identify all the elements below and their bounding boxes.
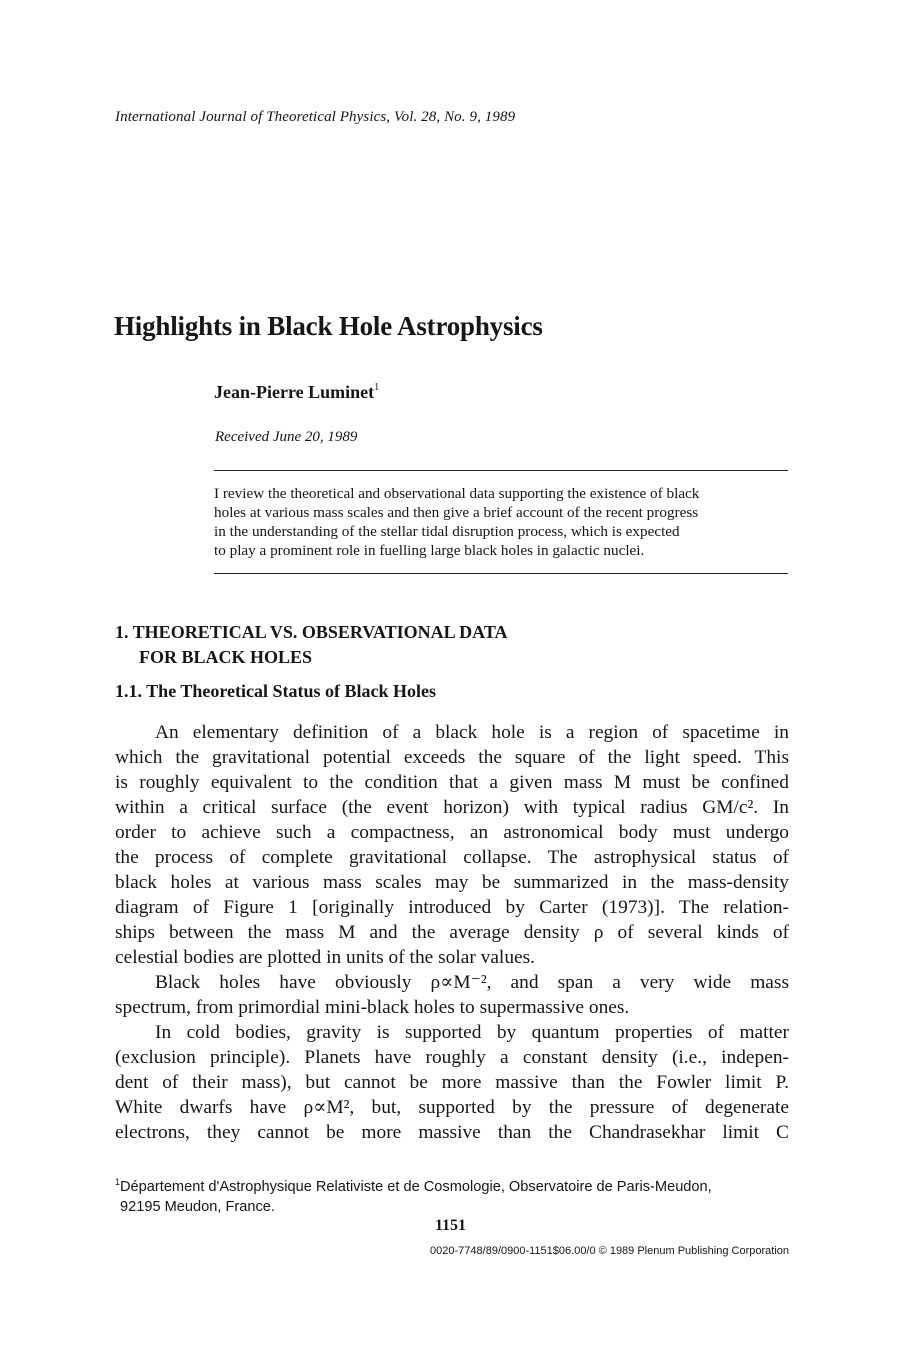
body-line: electrons, they cannot be more massive than the Chandrasekhar limit C xyxy=(115,1122,789,1143)
author-name-text: Jean-Pierre Luminet xyxy=(214,382,375,402)
section-heading xyxy=(115,620,507,670)
body-line: celestial bodies are plotted in units of the solar values. xyxy=(115,947,536,968)
body-line: is roughly equivalent to the condition that a given mass M must be confined xyxy=(115,772,789,793)
body-line: diagram of Figure 1 [originally introduced by Carter (1973)]. The relation- xyxy=(115,897,789,918)
abstract-top-rule xyxy=(214,470,788,471)
paper-title: Highlights in Black Hole Astrophysics xyxy=(114,311,543,341)
abstract-line: holes at various mass scales and then give a brief account of the recent progress xyxy=(214,504,699,521)
body-line: White dwarfs have ρ∝M², but, supported by the pressure of degenerate xyxy=(115,1097,789,1118)
subsection-heading: 1.1. The Theoretical Status of Black Holes xyxy=(115,681,437,701)
body-line: order to achieve such a compactness, an astronomical body must undergo xyxy=(115,822,789,843)
footnote xyxy=(115,1172,791,1217)
body-line: ships between the mass M and the average density ρ of several kinds of xyxy=(115,922,789,943)
body-line: the process of complete gravitational collapse. The astrophysical status of xyxy=(115,847,789,868)
received-date: Received June 20, 1989 xyxy=(215,429,358,445)
body-line: (exclusion principle). Planets have roughly a constant density (i.e., indepen- xyxy=(115,1047,789,1068)
footnote-line2: 92195 Meudon, France. xyxy=(120,1199,275,1215)
footnote-affiliation: Département d'Astrophysique Relativiste et de Cosmologie, Observatoire de Paris-Meudon, xyxy=(120,1179,712,1195)
author-footnote-mark: 1 xyxy=(374,382,380,393)
body-line: In cold bodies, gravity is supported by quantum properties of matter xyxy=(155,1022,789,1043)
body-line: black holes at various mass scales may be summarized in the mass-density xyxy=(115,872,789,893)
section-heading-line2: FOR BLACK HOLES xyxy=(139,647,313,667)
paragraph-2 xyxy=(115,970,789,1020)
abstract-line: I review the theoretical and observational data supporting the existence of black xyxy=(214,485,700,502)
footnote-line1 xyxy=(115,1172,791,1197)
body-line: An elementary definition of a black hole is a region of spacetime in xyxy=(155,722,789,743)
body-line: which the gravitational potential exceeds the square of the light speed. This xyxy=(115,747,789,768)
body-line: within a critical surface (the event horizon) with typical radius GM/c². In xyxy=(115,797,789,818)
page-number: 1151 xyxy=(434,1217,467,1234)
abstract-line: in the understanding of the stellar tidal disruption process, which is expected xyxy=(214,523,680,540)
section-heading-line1: 1. THEORETICAL VS. OBSERVATIONAL DATA xyxy=(115,622,508,642)
footnote-mark: 1 xyxy=(115,1177,121,1187)
copyright-line: 0020-7748/89/0900-1151$06.00/0 © 1989 Plenum Publishing Corporation xyxy=(430,1245,789,1257)
journal-header: International Journal of Theoretical Physics, Vol. 28, No. 9, 1989 xyxy=(115,109,516,125)
body-text xyxy=(115,720,789,1145)
body-line: dent of their mass), but cannot be more massive than the Fowler limit P. xyxy=(115,1072,789,1093)
body-line: Black holes have obviously ρ∝M⁻², and span a very wide mass xyxy=(155,972,789,993)
paragraph-3 xyxy=(115,1020,789,1145)
author-name xyxy=(214,382,379,403)
abstract-line: to play a prominent role in fuelling large black holes in galactic nuclei. xyxy=(214,542,645,559)
abstract-bottom-rule xyxy=(214,573,788,574)
body-line: spectrum, from primordial mini-black holes to supermassive ones. xyxy=(115,997,630,1018)
abstract xyxy=(214,484,790,560)
paragraph-1 xyxy=(115,720,789,970)
